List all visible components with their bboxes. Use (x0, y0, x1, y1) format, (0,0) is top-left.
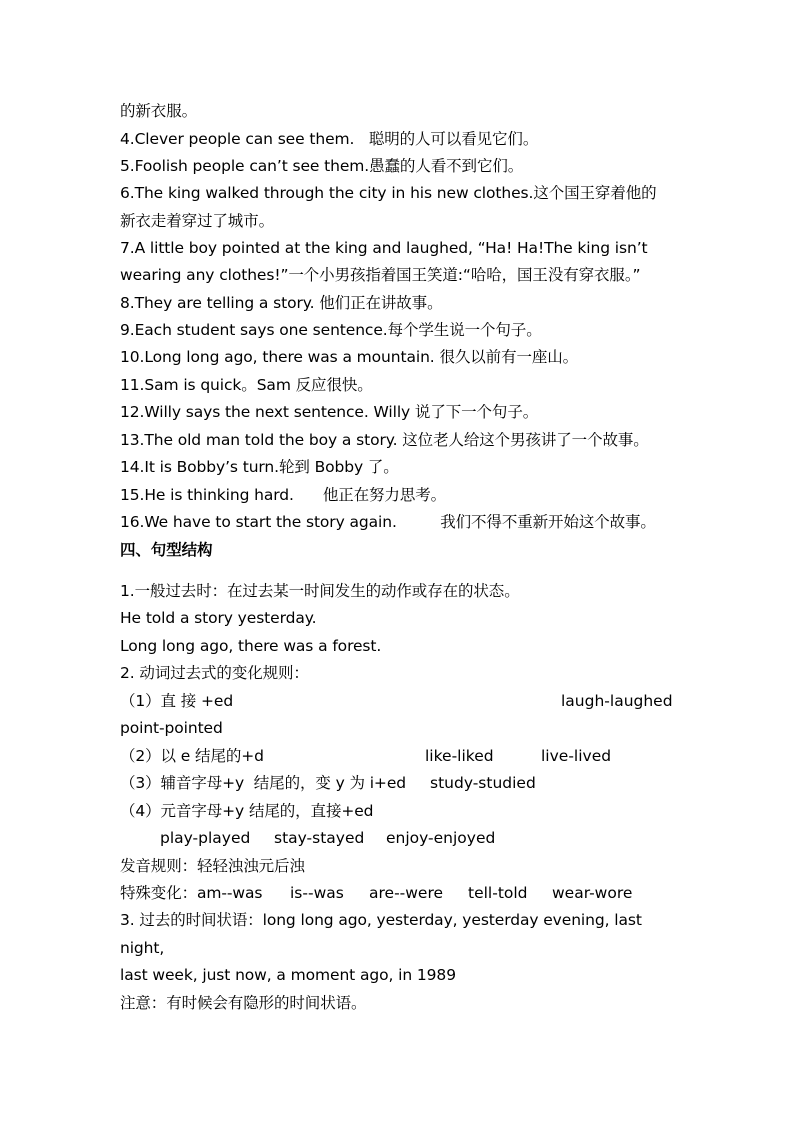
special-changes: 特殊变化：am--was (120, 884, 263, 902)
section-heading: 四、句型结构 (120, 541, 213, 559)
sentence-9: 9.Each student says one sentence.每个学生说一个句子。 (120, 321, 542, 339)
rule-2: （2）以 e 结尾的+d (120, 747, 264, 765)
rule-1-example-2: point-pointed (120, 719, 223, 737)
rule-1: （1）直 接 +ed (120, 692, 234, 710)
rule-4-example: play-played (160, 829, 251, 847)
note: 注意：有时候会有隐形的时间状语。 (120, 994, 367, 1012)
grammar-point-2: 2. 动词过去式的变化规则： (120, 664, 309, 682)
example-sentence: He told a story yesterday. (120, 609, 317, 627)
sentence-13: 13.The old man told the boy a story. 这位老人给这个男孩讲了一个故事。 (120, 431, 649, 449)
sentence-4: 4.Clever people can see them. 聪明的人可以看见它们。 (120, 130, 539, 148)
sentence-16: 16.We have to start the story again. 我们不得不重新开始这个故事。 (120, 513, 656, 531)
grammar-point-1: 1.一般过去时：在过去某一时间发生的动作或存在的状态。 (120, 582, 520, 600)
special-change-example: tell-told (468, 884, 528, 902)
sentence-6: 6.The king walked through the city in his new clothes.这个国王穿着他的 (120, 184, 657, 202)
rule-4-example: stay-stayed (274, 829, 365, 847)
sentence-6-cont: 新衣走着穿过了城市。 (120, 212, 275, 230)
sentence-10: 10.Long long ago, there was a mountain. 很久以前有一座山。 (120, 348, 579, 366)
special-change-example: is--was (290, 884, 344, 902)
sentence-14: 14.It is Bobby’s turn.轮到 Bobby 了。 (120, 458, 399, 476)
rule-3: （3）辅音字母+y 结尾的，变 y 为 i+ed (120, 774, 406, 792)
sentence-7: 7.A little boy pointed at the king and laughed, “Ha! Ha!The king isn’t (120, 239, 648, 257)
special-change-example: are--were (369, 884, 444, 902)
rule-4: （4）元音字母+y 结尾的，直接+ed (120, 802, 374, 820)
rule-2-example: like-liked (425, 747, 494, 765)
rule-2-example: live-lived (541, 747, 612, 765)
example-sentence: Long long ago, there was a forest. (120, 637, 382, 655)
grammar-point-3-cont: night, (120, 939, 165, 957)
sentence-7-cont: wearing any clothes!”一个小男孩指着国王笑道:“哈哈，国王没有穿衣服。” (120, 266, 641, 284)
sentence-8: 8.They are telling a story. 他们正在讲故事。 (120, 294, 443, 312)
sentence-15: 15.He is thinking hard. 他正在努力思考。 (120, 486, 447, 504)
sentence-5: 5.Foolish people can’t see them.愚蠢的人看不到它们。 (120, 157, 524, 175)
rule-1-example: laugh-laughed (561, 692, 673, 710)
special-change-example: wear-wore (552, 884, 633, 902)
grammar-point-3: 3. 过去的时间状语：long long ago, yesterday, yesterday evening, last (120, 911, 642, 929)
grammar-point-3-cont: last week, just now, a moment ago, in 1989 (120, 966, 456, 984)
rule-4-example: enjoy-enjoyed (386, 829, 496, 847)
rule-3-example: study-studied (430, 774, 536, 792)
pronunciation-rule: 发音规则：轻轻浊浊元后浊 (120, 857, 305, 875)
sentence-12: 12.Willy says the next sentence. Willy 说了下一个句子。 (120, 403, 539, 421)
text-line: 的新衣服。 (120, 102, 198, 120)
sentence-11: 11.Sam is quick。Sam 反应很快。 (120, 376, 373, 394)
